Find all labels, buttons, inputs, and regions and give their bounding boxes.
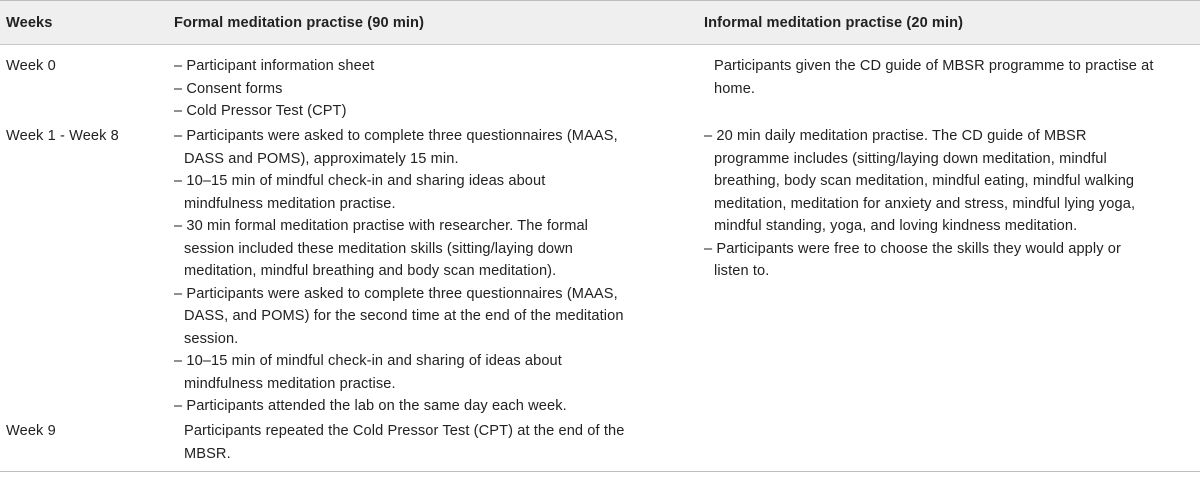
list-item: – Participants were asked to complete three questionnaires (MAAS,: [174, 128, 618, 144]
list-item: – 10–15 min of mindful check-in and sharing ideas about: [174, 173, 546, 189]
table-bottom-rule: [0, 471, 1200, 472]
header-informal: Informal meditation practise (20 min): [704, 15, 964, 31]
list-item-continuation: breathing, body scan meditation, mindful eating, mindful walking: [714, 173, 1135, 189]
list-item: – Cold Pressor Test (CPT): [174, 103, 347, 119]
list-item-continuation: meditation, mindful breathing and body scan meditation).: [184, 263, 557, 279]
header-divider: [0, 44, 1200, 45]
text-line: MBSR.: [184, 445, 231, 462]
list-item-continuation: meditation, meditation for anxiety and stress, mindful lying yoga,: [714, 195, 1136, 212]
list-item: – Participants were asked to complete three questionnaires (MAAS,: [174, 285, 618, 302]
header-formal: Formal meditation practise (90 min): [174, 15, 425, 31]
list-item-continuation: mindfulness meditation practise.: [184, 195, 396, 212]
list-item: – Participants were free to choose the skills they would apply or: [704, 240, 1121, 257]
text-line: Participants repeated the Cold Pressor Test (CPT) at the end of the: [184, 423, 625, 439]
list-item: – Participant information sheet: [174, 58, 375, 74]
row-week-9-label: Week 9: [6, 423, 56, 439]
text-line: Participants given the CD guide of MBSR programme to practise at: [714, 58, 1154, 74]
row-week-0-label: Week 0: [6, 58, 56, 74]
list-item-continuation: listen to.: [714, 263, 770, 279]
row-week-0-informal: [714, 55, 1200, 100]
row-week-1-8-label: Week 1 - Week 8: [6, 128, 119, 144]
list-item: – 20 min daily meditation practise. The CD guide of MBSR: [704, 128, 1087, 144]
list-item: – Consent forms: [174, 80, 283, 97]
row-week-1-8-informal: [704, 125, 1194, 283]
list-item-continuation: programme includes (sitting/laying down meditation, mindful: [714, 150, 1107, 167]
list-item-continuation: DASS and POMS), approximately 15 min.: [184, 150, 459, 167]
list-item-continuation: DASS, and POMS) for the second time at the end of the meditation: [184, 308, 624, 324]
list-item: – 30 min formal meditation practise with researcher. The formal: [174, 218, 589, 234]
text-line: home.: [714, 80, 756, 97]
list-item: – 10–15 min of mindful check-in and sharing of ideas about: [174, 353, 562, 369]
list-item: – Participants attended the lab on the same day each week.: [174, 398, 567, 414]
list-item-continuation: session included these meditation skills (sitting/laying down: [184, 240, 573, 257]
row-week-9-formal: [184, 420, 684, 465]
list-item-continuation: mindful standing, yoga, and loving kindness meditation.: [714, 218, 1078, 234]
row-week-0-formal: [174, 55, 674, 123]
header-weeks: Weeks: [6, 15, 53, 31]
list-item-continuation: session.: [184, 330, 239, 347]
list-item-continuation: mindfulness meditation practise.: [184, 375, 396, 392]
row-week-1-8-formal: [174, 125, 674, 418]
